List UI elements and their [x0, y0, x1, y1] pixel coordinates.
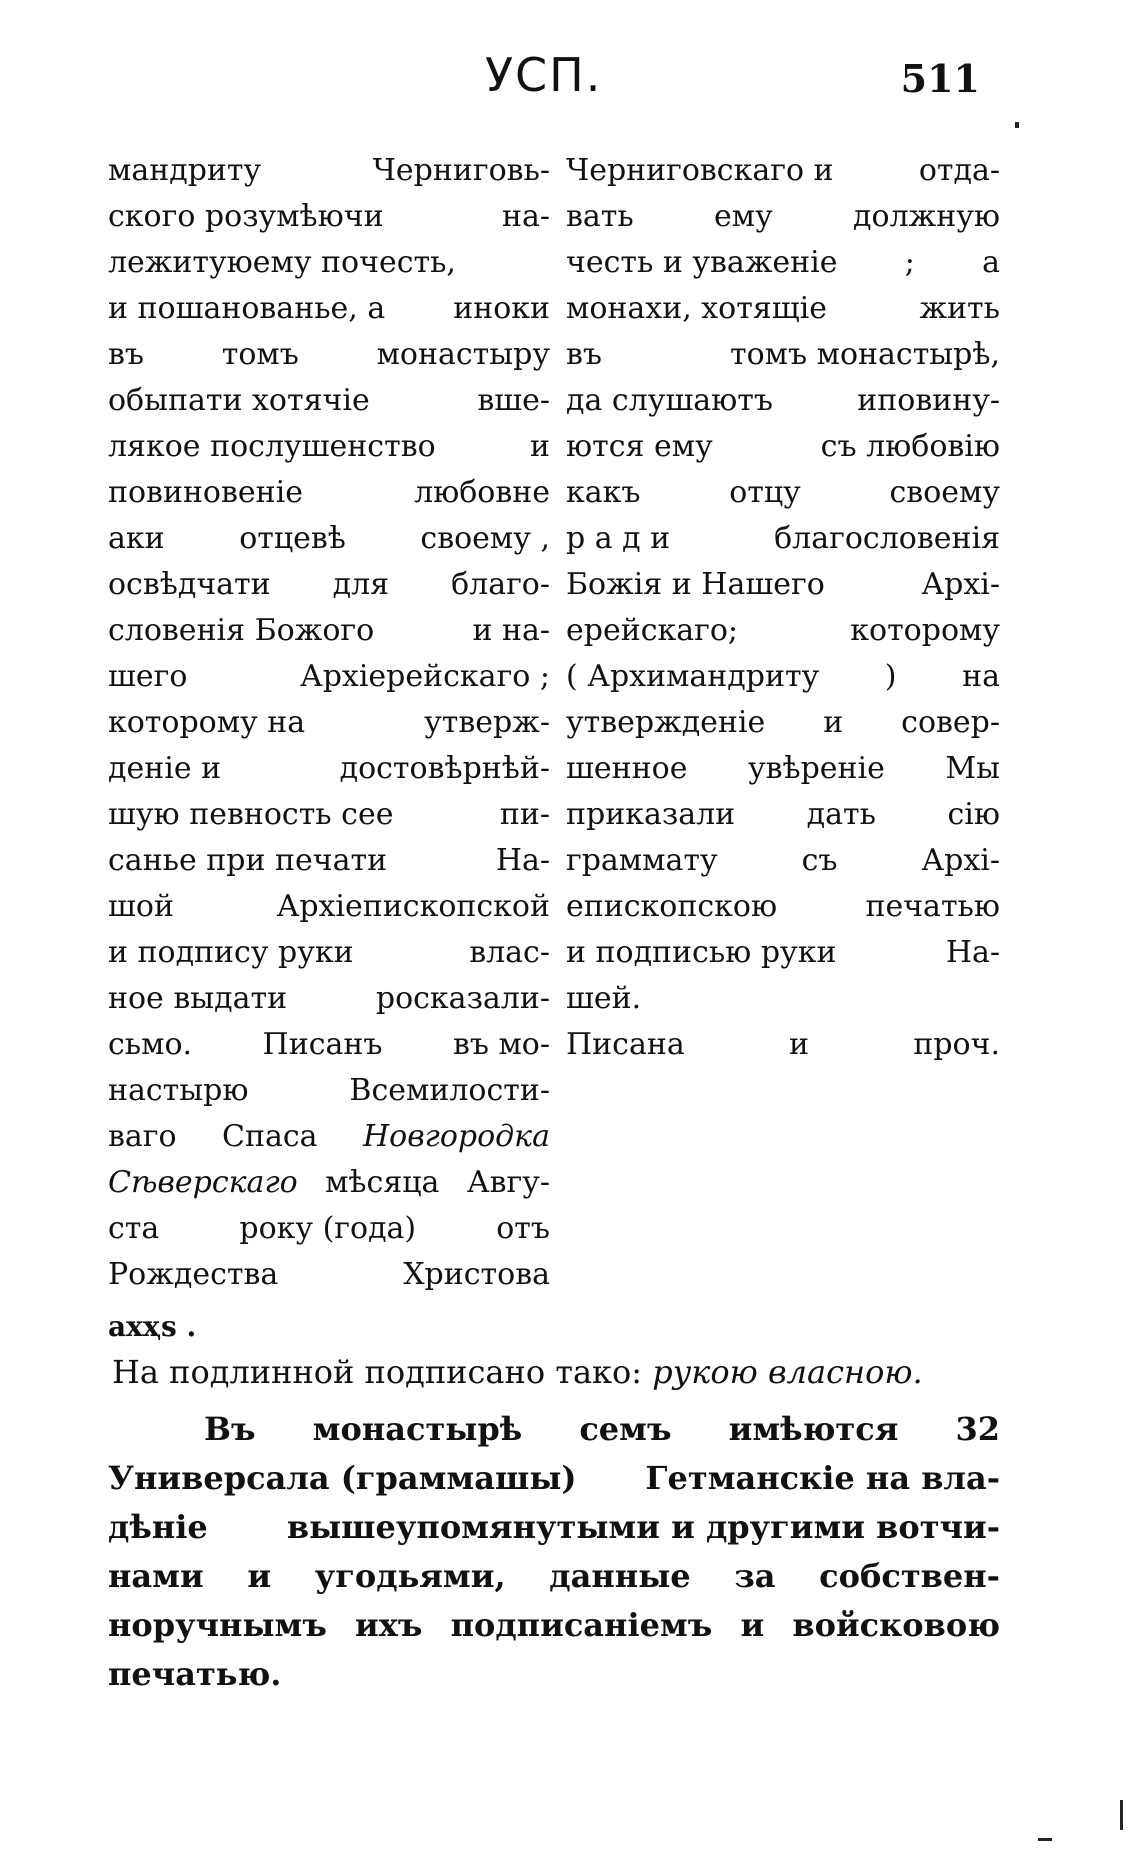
text-line: [566, 470, 1000, 516]
text-line: [108, 562, 550, 608]
text-segment: ): [884, 659, 897, 694]
text-line: [566, 1022, 1000, 1068]
text-segment: освѣдчати: [108, 567, 271, 602]
text-segment: которому: [850, 613, 1000, 648]
text-segment: повиновеніе: [108, 475, 303, 510]
text-segment: и подписью руки: [566, 935, 837, 970]
text-line: [566, 700, 1000, 746]
page-number: 511: [900, 56, 980, 101]
text-line: [108, 1022, 550, 1068]
text-segment: деніе и: [108, 751, 222, 786]
text-segment: утвержденіе: [566, 705, 766, 740]
text-segment: санье при печати: [108, 843, 388, 878]
text-segment: войсковою: [792, 1606, 1000, 1644]
text-segment: на-: [501, 199, 550, 234]
text-line: [108, 240, 550, 286]
text-segment: шую певность сее: [108, 797, 394, 832]
text-segment: шой: [108, 889, 174, 924]
text-segment: въ мо-: [452, 1027, 550, 1062]
text-line: [566, 240, 1000, 286]
text-line: [566, 976, 1000, 1022]
text-segment: Авгу-: [466, 1165, 550, 1200]
text-segment: должную: [853, 199, 1000, 234]
text-segment: ерейскаго;: [566, 613, 739, 648]
running-head: [110, 48, 990, 108]
text-segment: Архі-: [921, 567, 1000, 602]
text-segment: благословенія: [774, 521, 1000, 556]
text-segment: данные: [549, 1557, 691, 1595]
text-line: [108, 332, 550, 378]
text-segment: пи-: [499, 797, 550, 832]
text-segment: монастыру: [376, 337, 550, 372]
print-speck: [1038, 1838, 1052, 1841]
text-line: [566, 332, 1000, 378]
text-line: [566, 654, 1000, 700]
text-segment: отцу: [729, 475, 801, 510]
text-segment: Рождества: [108, 1257, 279, 1292]
text-line: [108, 378, 550, 424]
text-segment: На-: [495, 843, 550, 878]
text-segment: словенія Божого: [108, 613, 375, 648]
text-line: [108, 838, 550, 884]
text-line: [108, 1206, 550, 1252]
paragraph-line: [108, 1650, 1000, 1699]
text-segment: Всемилости-: [349, 1073, 550, 1108]
text-segment: да слушаютъ: [566, 383, 773, 418]
text-segment: приказали: [566, 797, 736, 832]
paragraph-line: [108, 1405, 1000, 1454]
text-segment: шенное: [566, 751, 688, 786]
text-segment: Новгородка: [363, 1119, 550, 1154]
text-segment: томъ: [221, 337, 299, 372]
text-segment: жить: [919, 291, 1000, 326]
text-line: [566, 792, 1000, 838]
text-segment: ста: [108, 1211, 160, 1246]
text-segment: Писанъ: [262, 1027, 383, 1062]
text-segment: настырю: [108, 1073, 249, 1108]
text-segment: достовѣрнѣй-: [339, 751, 550, 786]
text-segment: Универсала (граммашы): [108, 1459, 577, 1497]
text-segment: 32: [955, 1410, 1000, 1448]
text-line: [108, 608, 550, 654]
text-segment: и: [740, 1606, 765, 1644]
text-line: [108, 1252, 550, 1298]
text-segment: подписаніемъ: [450, 1606, 713, 1644]
text-segment: и: [247, 1557, 272, 1595]
text-segment: Спаса: [222, 1119, 318, 1154]
date-line: ахҳѕ .: [108, 1310, 197, 1343]
text-segment: ;: [904, 245, 915, 280]
text-segment: которому на: [108, 705, 306, 740]
text-segment: епископскою: [566, 889, 778, 924]
paragraph-line: [108, 1601, 1000, 1650]
text-segment: Черниговскаго и: [566, 153, 834, 188]
text-line: [566, 838, 1000, 884]
text-segment: аки: [108, 521, 165, 556]
signature-note: [112, 1353, 1012, 1391]
text-segment: вше-: [477, 383, 550, 418]
text-segment: въ: [566, 337, 602, 372]
text-segment: печатью.: [108, 1655, 282, 1693]
text-line: [566, 608, 1000, 654]
text-segment: мѣсяца: [325, 1165, 440, 1200]
text-segment: монахи, хотящіе: [566, 291, 828, 326]
text-line: [566, 884, 1000, 930]
text-segment: Божія и Нашего: [566, 567, 825, 602]
text-line: [108, 654, 550, 700]
text-segment: Черниговь-: [372, 153, 550, 188]
text-segment: своему ,: [420, 521, 550, 556]
text-segment: лякое послушенство: [108, 429, 436, 464]
text-segment: ются ему: [566, 429, 713, 464]
signature-note-italic: рукою власною.: [652, 1353, 923, 1391]
text-segment: норучнымъ: [108, 1606, 327, 1644]
text-segment: совер-: [901, 705, 1000, 740]
right-column: [566, 148, 1000, 1068]
text-segment: благо-: [451, 567, 550, 602]
text-segment: семъ: [579, 1410, 672, 1448]
text-line: [566, 194, 1000, 240]
text-segment: ихъ: [355, 1606, 423, 1644]
text-segment: граммату: [566, 843, 718, 878]
text-segment: шей.: [566, 981, 642, 1016]
text-segment: за: [734, 1557, 776, 1595]
paragraph-line: [108, 1503, 1000, 1552]
text-segment: отда-: [918, 153, 1000, 188]
text-segment: на: [962, 659, 1000, 694]
text-line: [108, 746, 550, 792]
text-segment: съ любовію: [820, 429, 1000, 464]
closing-paragraph: [108, 1405, 1000, 1699]
text-line: [566, 930, 1000, 976]
text-segment: Мы: [945, 751, 1000, 786]
text-segment: монастырѣ: [312, 1410, 523, 1448]
text-line: [566, 378, 1000, 424]
text-line: [108, 1068, 550, 1114]
text-segment: Архіерейскаго ;: [299, 659, 550, 694]
text-segment: какъ: [566, 475, 641, 510]
text-segment: угодьями,: [314, 1557, 506, 1595]
text-segment: ( Архимандриту: [566, 659, 820, 694]
text-segment: обыпати хотячіе: [108, 383, 370, 418]
text-segment: мандриту: [108, 153, 262, 188]
text-line: [108, 1114, 550, 1160]
text-line: [566, 562, 1000, 608]
text-line: [566, 424, 1000, 470]
text-segment: ского розумѣючи: [108, 199, 384, 234]
text-line: [566, 516, 1000, 562]
text-segment: увѣреніе: [747, 751, 885, 786]
text-segment: и подпису руки: [108, 935, 354, 970]
text-line: [108, 884, 550, 930]
paragraph-line: [108, 1552, 1000, 1601]
text-segment: Сѣверскаго: [108, 1165, 298, 1200]
text-line: [566, 286, 1000, 332]
signature-note-prefix: На подлинной подписано тако:: [112, 1353, 643, 1391]
text-segment: проч.: [913, 1027, 1000, 1062]
text-segment: иноки: [453, 291, 550, 326]
text-segment: ное выдати: [108, 981, 288, 1016]
text-line: [108, 286, 550, 332]
text-segment: честь и уваженіе: [566, 245, 838, 280]
text-line: [566, 148, 1000, 194]
text-segment: лежитуюему почесть,: [108, 245, 456, 280]
text-segment: р а д и: [566, 521, 671, 556]
text-line: [566, 746, 1000, 792]
text-segment: имѣются: [728, 1410, 899, 1448]
text-line: [108, 1160, 550, 1206]
text-segment: ваго: [108, 1119, 177, 1154]
text-segment: отцевѣ: [239, 521, 346, 556]
text-line: [108, 700, 550, 746]
text-segment: сію: [947, 797, 1000, 832]
text-segment: и: [789, 1027, 810, 1062]
text-segment: въ: [108, 337, 144, 372]
text-segment: нами: [108, 1557, 204, 1595]
text-segment: печатью: [865, 889, 1000, 924]
text-segment: томъ монастырѣ,: [730, 337, 1000, 372]
left-column: [108, 148, 550, 1298]
text-segment: своему: [889, 475, 1000, 510]
text-segment: отъ: [496, 1211, 550, 1246]
text-segment: року (года): [239, 1211, 417, 1246]
text-segment: иповину-: [857, 383, 1000, 418]
text-line: [108, 424, 550, 470]
text-segment: дѣніе: [108, 1508, 208, 1546]
text-segment: вать: [566, 199, 634, 234]
text-segment: Христова: [403, 1257, 550, 1292]
text-segment: для: [332, 567, 390, 602]
text-segment: и пошанованье, а: [108, 291, 386, 326]
text-segment: влас-: [469, 935, 550, 970]
text-line: [108, 930, 550, 976]
text-segment: и: [530, 429, 550, 464]
text-segment: любовне: [414, 475, 550, 510]
print-speck: [1120, 1800, 1123, 1830]
text-segment: Архі-: [921, 843, 1000, 878]
text-segment: дать: [806, 797, 876, 832]
running-title: УСП.: [485, 48, 603, 102]
text-segment: собствен-: [819, 1557, 1000, 1595]
text-segment: а: [982, 245, 1000, 280]
text-segment: На-: [945, 935, 1000, 970]
text-line: [108, 148, 550, 194]
print-speck: [1015, 122, 1019, 128]
text-segment: вышеупомянутыми и другими вотчи-: [286, 1508, 1000, 1546]
text-line: [108, 976, 550, 1022]
text-line: [108, 194, 550, 240]
text-line: [108, 470, 550, 516]
text-segment: сьмо.: [108, 1027, 193, 1062]
text-segment: утверж-: [424, 705, 550, 740]
text-segment: Писана: [566, 1027, 685, 1062]
text-line: [108, 792, 550, 838]
text-line: [108, 516, 550, 562]
text-segment: росказали-: [375, 981, 550, 1016]
text-segment: шего: [108, 659, 188, 694]
text-segment: съ: [801, 843, 838, 878]
paragraph-line: [108, 1454, 1000, 1503]
text-segment: Архіепископской: [276, 889, 550, 924]
text-segment: ему: [714, 199, 773, 234]
text-segment: Гетманскіе на вла-: [645, 1459, 1000, 1497]
text-segment: и на-: [472, 613, 550, 648]
text-segment: Въ: [204, 1410, 256, 1448]
text-segment: и: [823, 705, 844, 740]
